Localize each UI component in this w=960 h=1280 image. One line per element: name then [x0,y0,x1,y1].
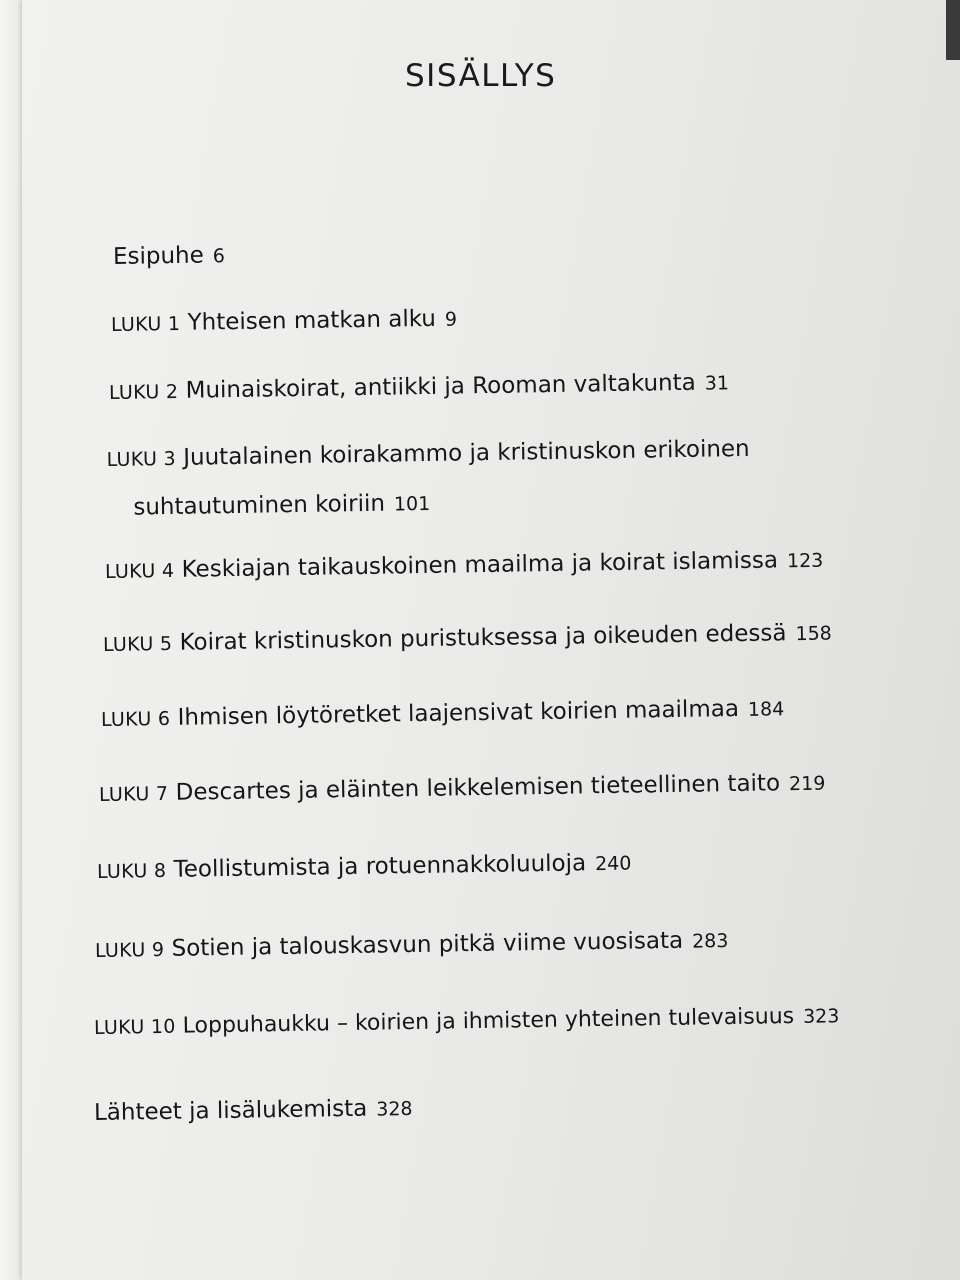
page-title: SISÄLLYS [405,58,557,94]
toc-entry-page: 158 [795,622,832,646]
toc-entry-title: Keskiajan taikauskoinen maailma ja koirat islamissa [181,547,779,583]
toc-entry-label: LUKU 6 [100,707,171,731]
toc-entry-title-continued [133,483,751,524]
toc-entry-page: 31 [704,372,730,395]
toc-entry-chapter-3 [106,434,750,524]
toc-entry-page: 9 [444,308,458,331]
toc-entry-title: Sotien ja talouskasvun pitkä viime vuosisata [171,927,684,962]
toc-entry-title: Juutalainen koirakammo ja kristinuskon erikoinen [183,435,750,471]
toc-entry-chapter-5 [103,618,832,660]
toc-entry-title: Muinaiskoirat, antiikki ja Rooman valtakunta [185,369,696,404]
toc-entry-chapter-6 [101,693,785,735]
toc-entry-page: 184 [747,698,785,721]
toc-entry-title-cont: suhtautuminen koiriin [133,490,386,521]
toc-entry-label: LUKU 9 [94,938,165,962]
toc-entry-title: Loppuhaukku – koirien ja ihmisten yhteinen tulevaisuus [182,1004,795,1039]
toc-entry-chapter-2 [109,367,729,408]
toc-entry-page: 323 [802,1005,840,1028]
toc-entry-sources [94,1093,413,1129]
toc-entry-chapter-8 [97,848,632,887]
toc-entry-page: 6 [212,245,226,268]
toc-entry-page: 328 [376,1097,413,1121]
toc-entry-chapter-9 [95,925,729,966]
toc-entry-chapter-1 [111,304,457,340]
toc-entry-title: Ihmisen löytöretket laajensivat koirien maailmaa [177,695,740,731]
toc-entry-page: 240 [594,852,632,876]
toc-entry-label: LUKU 8 [96,859,167,883]
toc-entry-page: 101 [393,492,431,516]
toc-entry-title: Lähteet ja lisälukemista [93,1095,368,1126]
toc-entry-label: LUKU 10 [93,1015,176,1039]
toc-entry-label: LUKU 2 [108,380,179,404]
toc-entry-chapter-7 [99,768,826,810]
toc-entry-label: LUKU 5 [102,632,173,656]
toc-entry-title: Teollistumista ja rotuennakkoluuloja [173,850,587,883]
toc-entry-title: Descartes ja eläinten leikkelemisen tieteellinen taito [175,770,781,806]
toc-entry-title: Yhteisen matkan alku [187,305,437,336]
toc-entry-page: 123 [786,549,824,573]
toc-entry-preface [113,240,225,273]
toc-entry-chapter-4 [105,545,824,587]
toc-entry-page: 283 [691,930,729,953]
toc-entry-chapter-10 [94,1001,840,1043]
toc-entry-label: LUKU 4 [104,559,175,583]
toc-entry-label: LUKU 7 [98,782,169,806]
toc-entry-label: LUKU 3 [106,447,177,472]
toc-entry-page: 219 [788,772,826,796]
toc-entry-label: LUKU 1 [110,312,181,336]
toc-entry-title: Esipuhe [112,242,204,270]
toc-entry-title: Koirat kristinuskon puristuksessa ja oikeuden edessä [179,620,787,656]
